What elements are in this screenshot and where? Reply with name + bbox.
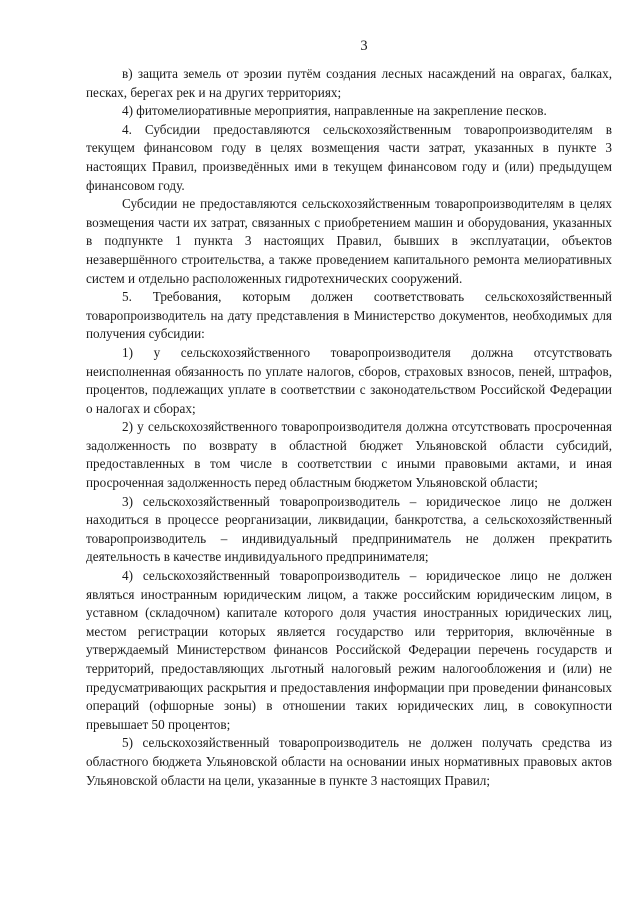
- paragraph-4-phytomelioration: 4) фитомелиоративные мероприятия, направленные на закрепление песков.: [122, 103, 547, 119]
- paragraph-requirement-3: 3) сельскохозяйственный товаропроизводитель – юридическое лицо не должен находиться в процессе реорганизации, ликвидации, банкротства, а сельскохозяйственный товаропроизводитель – индивидуальный предприниматель не должен прекратить деятельность в качестве индивидуального предпринимателя;: [86, 493, 612, 565]
- paragraph-requirement-2: 2) у сельскохозяйственного товаропроизводителя должна отсутствовать просроченная задолженность по возврату в областной бюджет Ульяновской области субсидий, предоставленных в том числе в соответствии с иными правовыми актами, и иная просроченная задолженность перед областным бюджетом Ульяновской области;: [86, 419, 612, 491]
- paragraph-requirement-4: 4) сельскохозяйственный товаропроизводитель – юридическое лицо не должен являться иностранным юридическим лицом, а также российским юридическим лицом, в уставном (складочном) капитале которого доля участия иностранных юридических лиц, местом регистрации которых является государство или территория, включённые в утверждаемый Министерством финансов Российской Федерации перечень государств и территорий, предоставляющих льготный налоговый режим налогообложения и (или) не предусматривающих раскрытия и предоставления информации при проведении финансовых операций (офшорные зоны) в отношении таких юридических лиц, в совокупности превышает 50 процентов;: [86, 568, 612, 732]
- paragraph-requirement-5: 5) сельскохозяйственный товаропроизводитель не должен получать средства из областного бюджета Ульяновской области на основании иных нормативных правовых актов Ульяновской области на цели, указанные в пункте 3 настоящих Правил;: [86, 735, 612, 788]
- document-body: [86, 65, 612, 790]
- paragraph-subsidy-exclusions: Субсидии не предоставляются сельскохозяйственным товаропроизводителям в целях возмещения части их затрат, связанных с приобретением машин и оборудования, указанных в подпункте 1 пункта 3 настоящих Правил, бывших в эксплуатации, объектов незавершённого строительства, а также проведением капитального ремонта мелиоративных систем и отдельно расположенных гидротехнических сооружений.: [86, 196, 612, 286]
- paragraph-3v-erosion-protection: в) защита земель от эрозии путём создания лесных насаждений на оврагах, балках, песках, берегах рек и на других территориях;: [86, 66, 612, 100]
- paragraph-requirement-1: 1) у сельскохозяйственного товаропроизводителя должна отсутствовать неисполненная обязанность по уплате налогов, сборов, страховых взносов, пеней, штрафов, процентов, подлежащих уплате в соответствии с законодательством Российской Федерации о налогах и сборах;: [86, 344, 612, 416]
- paragraph-clause-4-subsidies: 4. Субсидии предоставляются сельскохозяйственным товаропроизводителям в текущем финансовом году в целях возмещения части затрат, указанных в пункте 3 настоящих Правил, произведённых ими в текущем финансовом году и (или) предыдущем финансовом году.: [86, 121, 612, 193]
- paragraph-clause-5-requirements: 5. Требования, которым должен соответствовать сельскохозяйственный товаропроизводитель на дату представления в Министерство документов, необходимых для получения субсидии:: [86, 289, 612, 342]
- page-number: 3: [360, 38, 368, 54]
